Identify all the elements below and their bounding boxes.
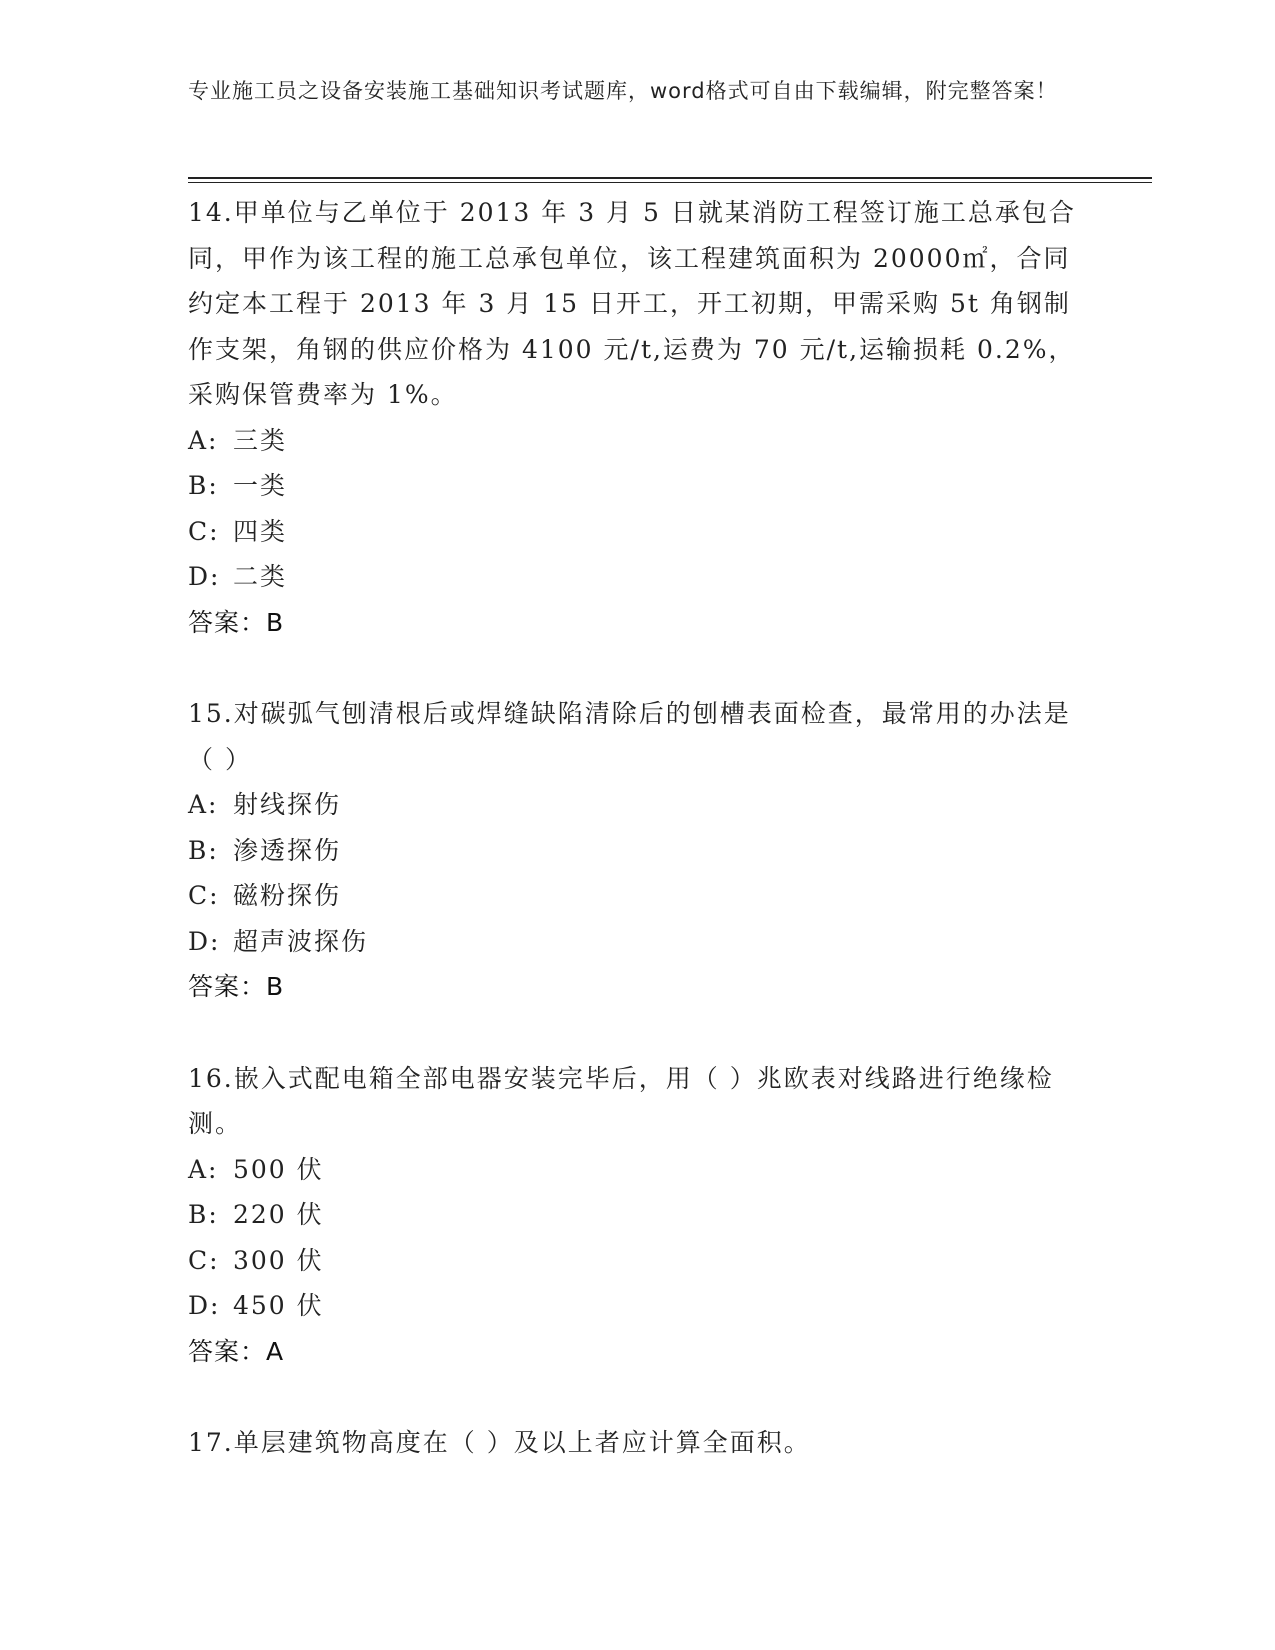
question-stem: 16.嵌入式配电箱全部电器安装完毕后，用（ ）兆欧表对线路进行绝缘检测。 [188,1063,1054,1138]
option-text: 一类 [233,471,288,500]
option-letter: D: [188,562,221,591]
answer-label: 答案：A [188,1336,285,1366]
option-letter: A: [188,790,219,819]
option-text: 四类 [233,516,288,546]
option-b [188,1192,1088,1238]
option-text: 二类 [233,562,288,591]
option-list [188,1147,1088,1329]
option-letter: C: [188,881,220,910]
question-stem: 14.甲单位与乙单位于 2013 年 3 月 5 日就某消防工程签订施工总承包合同，甲作为该工程的施工总承包单位，该工程建筑面积为 20000㎡，合同约定本工程于 2013 年 3 月 15 日开工，开工初期，甲需采购 5t 角钢制作支架，角钢的供应价格为 4100 元/t,运费为 70 元/t,运输损耗 0.2%，采购保管费率为 1%。 [188,198,1076,409]
option-letter: D: [188,1291,221,1320]
option-letter: C: [188,516,220,546]
option-text: 500 伏 [233,1154,324,1184]
option-text: 450 伏 [233,1291,324,1320]
question-stem: 15.对碳弧气刨清根后或焊缝缺陷清除后的刨槽表面检查，最常用的办法是（ ） [188,699,1071,774]
option-d [188,1283,1088,1329]
header-divider-thick [188,177,1152,179]
answer-label: 答案：B [188,972,285,1001]
option-b [188,828,1088,874]
option-text: 射线探伤 [233,790,342,819]
question-17 [188,1420,1088,1466]
option-b [188,463,1088,509]
option-text: 渗透探伤 [233,835,342,865]
option-c [188,873,1088,919]
option-letter: D: [188,926,221,956]
option-c [188,1238,1088,1284]
option-text: 超声波探伤 [233,926,369,956]
question-16 [188,1056,1088,1375]
option-letter: A: [188,425,219,455]
option-text: 300 伏 [233,1245,324,1275]
option-a [188,1147,1088,1193]
question-list [188,190,1088,1466]
document-title: 专业施工员之设备安装施工基础知识考试题库，word格式可自由下载编辑，附完整答案！ [188,79,1058,103]
option-list [188,782,1088,964]
option-c [188,509,1088,555]
option-list [188,418,1088,600]
option-letter: B: [188,471,219,500]
header-divider-thin [188,182,1152,183]
option-a [188,418,1088,464]
option-letter: C: [188,1245,220,1275]
option-d [188,554,1088,600]
option-text: 220 伏 [233,1200,324,1229]
option-text: 磁粉探伤 [233,881,342,910]
question-15 [188,691,1088,1010]
document-header [188,72,1068,110]
option-letter: B: [188,1200,219,1229]
option-letter: B: [188,835,219,865]
question-14 [188,190,1088,645]
option-text: 三类 [233,425,288,455]
option-letter: A: [188,1154,219,1184]
answer-label: 答案：B [188,607,285,637]
question-stem: 17.单层建筑物高度在（ ）及以上者应计算全面积。 [188,1428,811,1457]
option-d [188,919,1088,965]
option-a [188,782,1088,828]
